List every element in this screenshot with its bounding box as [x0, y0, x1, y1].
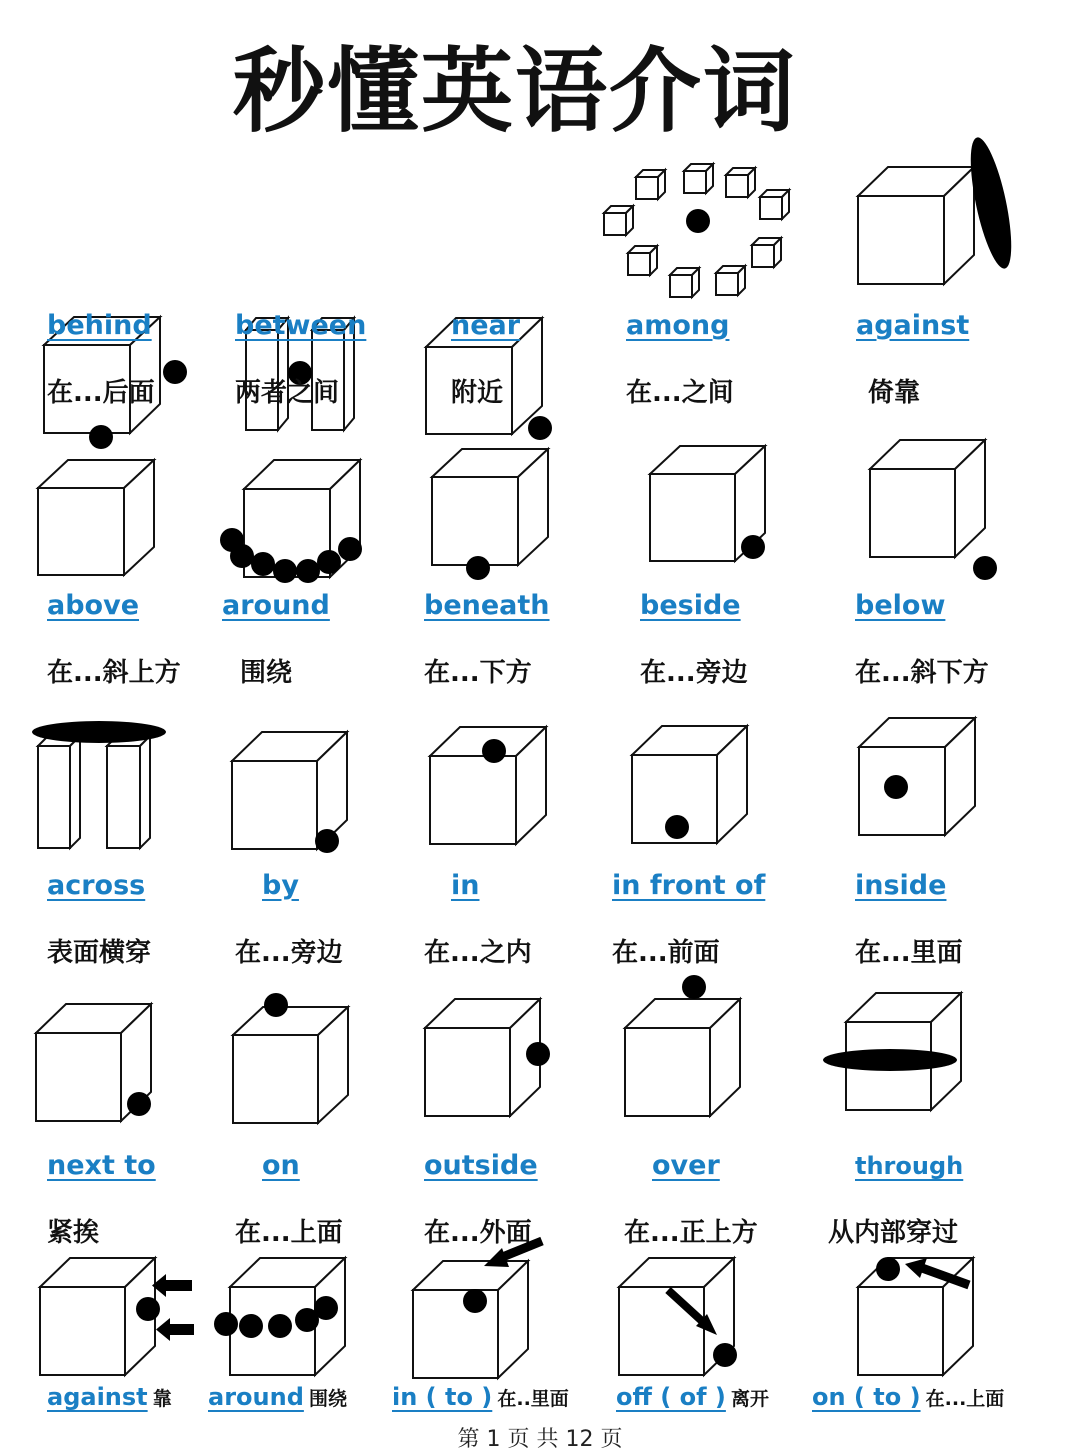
ball-icon	[482, 739, 506, 763]
cell-in-front-of	[616, 700, 832, 870]
over-illustration	[608, 970, 824, 1150]
ball-icon	[463, 1289, 487, 1313]
board-icon	[32, 721, 166, 743]
meaning-below: 在...斜下方	[855, 658, 989, 688]
by-illustration	[216, 700, 432, 870]
small-cube-icon	[752, 238, 781, 267]
into-illustration	[400, 1230, 616, 1380]
small-cube-icon	[726, 168, 755, 197]
ball-icon	[741, 535, 765, 559]
meaning-around: 围绕	[240, 658, 293, 688]
meaning-beneath: 在...下方	[424, 658, 532, 688]
above-illustration	[0, 420, 216, 590]
cell-beside	[648, 420, 864, 590]
meaning-among: 在...之间	[626, 378, 734, 408]
cell-off-of	[600, 1250, 816, 1380]
meaning-above: 在...斜上方	[47, 658, 181, 688]
meaning-in: 在...之内	[424, 938, 532, 968]
meaning-through: 从内部穿过	[828, 1218, 959, 1248]
meaning-against: 倚靠	[868, 378, 921, 408]
in-front-of-illustration	[616, 700, 832, 870]
cell-through	[820, 980, 1036, 1150]
next-to-illustration	[0, 980, 216, 1150]
cell-beneath	[432, 420, 648, 590]
small-cube-icon	[604, 206, 633, 235]
label-around-motion	[208, 1383, 347, 1411]
ball-icon	[876, 1257, 900, 1281]
cell-around	[216, 420, 432, 590]
word-by: by	[262, 870, 299, 901]
small-cube-icon	[636, 170, 665, 199]
among-illustration	[600, 150, 816, 300]
meaning-inside: 在...里面	[855, 938, 963, 968]
around-illustration	[216, 420, 432, 590]
cell-next-to	[0, 980, 216, 1150]
off-of-illustration	[600, 1250, 816, 1380]
cell-against-motion	[0, 1250, 216, 1380]
cell-by	[216, 700, 432, 870]
cell-above	[0, 420, 216, 590]
meaning-by: 在...旁边	[235, 938, 343, 968]
meaning-near: 附近	[451, 378, 504, 408]
word-across: across	[47, 870, 146, 901]
ball-icon	[665, 815, 689, 839]
word-between: between	[235, 310, 367, 341]
onto-illustration	[832, 1250, 1048, 1380]
meaning-between: 两者之间	[235, 378, 340, 408]
word-through: through	[855, 1152, 964, 1180]
small-cube-icon	[670, 268, 699, 297]
ball-icon	[264, 993, 288, 1017]
board-icon	[823, 1049, 957, 1071]
ball-icon	[686, 209, 710, 233]
cell-inside	[848, 700, 1064, 870]
word-over: over	[652, 1150, 720, 1181]
word-outside: outside	[424, 1150, 538, 1181]
on-illustration	[216, 980, 432, 1150]
word-in: in	[451, 870, 480, 901]
word-above: above	[47, 590, 140, 621]
ball-icon	[127, 1092, 151, 1116]
ball-icon	[466, 556, 490, 580]
label-onto	[812, 1383, 1004, 1411]
label-against-motion	[47, 1383, 172, 1411]
ball-icon	[136, 1297, 160, 1321]
meaning-beside: 在...旁边	[640, 658, 748, 688]
ball-icon	[89, 425, 113, 449]
word-in-front-of: in front of	[612, 870, 766, 901]
word-against-motion: against	[47, 1383, 148, 1411]
ball-icon	[163, 360, 187, 384]
cell-onto	[832, 1250, 1048, 1380]
against-illustration	[836, 130, 1052, 290]
ball-icon	[884, 775, 908, 799]
meaning-onto: 在...上面	[925, 1388, 1005, 1410]
label-into	[392, 1383, 569, 1411]
meaning-outside: 在...外面	[424, 1218, 532, 1248]
behind-illustration	[0, 150, 216, 300]
word-around: around	[222, 590, 330, 621]
cell-over	[608, 970, 824, 1150]
inside-illustration	[848, 700, 1064, 870]
ball-icon	[713, 1343, 737, 1367]
page-title: 秒懂英语介词	[232, 38, 797, 145]
meaning-on: 在...上面	[235, 1218, 343, 1248]
ball-icon	[315, 829, 339, 853]
arrow-left-icon	[152, 1274, 192, 1297]
beneath-illustration	[432, 420, 648, 590]
small-cube-icon	[684, 164, 713, 193]
word-inside: inside	[855, 870, 947, 901]
word-against: against	[856, 310, 970, 341]
meaning-next-to: 紧挨	[47, 1218, 100, 1248]
word-on: on	[262, 1150, 300, 1181]
cell-on	[216, 980, 432, 1150]
small-cube-icon	[760, 190, 789, 219]
label-off-of	[616, 1383, 769, 1411]
below-illustration	[864, 420, 1080, 590]
word-off-of: off ( of )	[616, 1383, 726, 1411]
meaning-against-motion: 靠	[152, 1388, 172, 1410]
meaning-behind: 在...后面	[47, 378, 155, 408]
across-illustration	[0, 700, 216, 870]
beside-illustration	[648, 420, 864, 590]
arrow-left-icon	[156, 1318, 194, 1341]
cell-outside	[408, 980, 624, 1150]
ball-icon	[526, 1042, 550, 1066]
word-onto: on ( to )	[812, 1383, 921, 1411]
against-motion-illustration	[0, 1250, 216, 1380]
word-among: among	[626, 310, 730, 341]
meaning-into: 在..里面	[497, 1388, 569, 1410]
word-beneath: beneath	[424, 590, 550, 621]
word-into: in ( to )	[392, 1383, 493, 1411]
word-below: below	[855, 590, 946, 621]
word-behind: behind	[47, 310, 152, 341]
outside-illustration	[408, 980, 624, 1150]
meaning-in-front-of: 在...前面	[612, 938, 720, 968]
small-cube-icon	[628, 246, 657, 275]
ball-icon	[682, 975, 706, 999]
page-footer: 第 1 页 共 12 页	[457, 1427, 623, 1452]
between-illustration	[216, 150, 432, 300]
meaning-around-motion: 围绕	[308, 1388, 347, 1410]
word-near: near	[451, 310, 521, 341]
meaning-off-of: 离开	[730, 1388, 769, 1410]
cell-across	[0, 700, 216, 870]
small-cube-icon	[716, 266, 745, 295]
word-beside: beside	[640, 590, 741, 621]
meaning-across: 表面横穿	[47, 938, 152, 968]
through-illustration	[820, 980, 1036, 1150]
ball-icon	[973, 556, 997, 580]
meaning-over: 在...正上方	[624, 1218, 758, 1248]
word-next-to: next to	[47, 1150, 156, 1181]
cell-below	[864, 420, 1080, 590]
word-around-motion: around	[208, 1383, 304, 1411]
cell-into	[400, 1230, 616, 1380]
